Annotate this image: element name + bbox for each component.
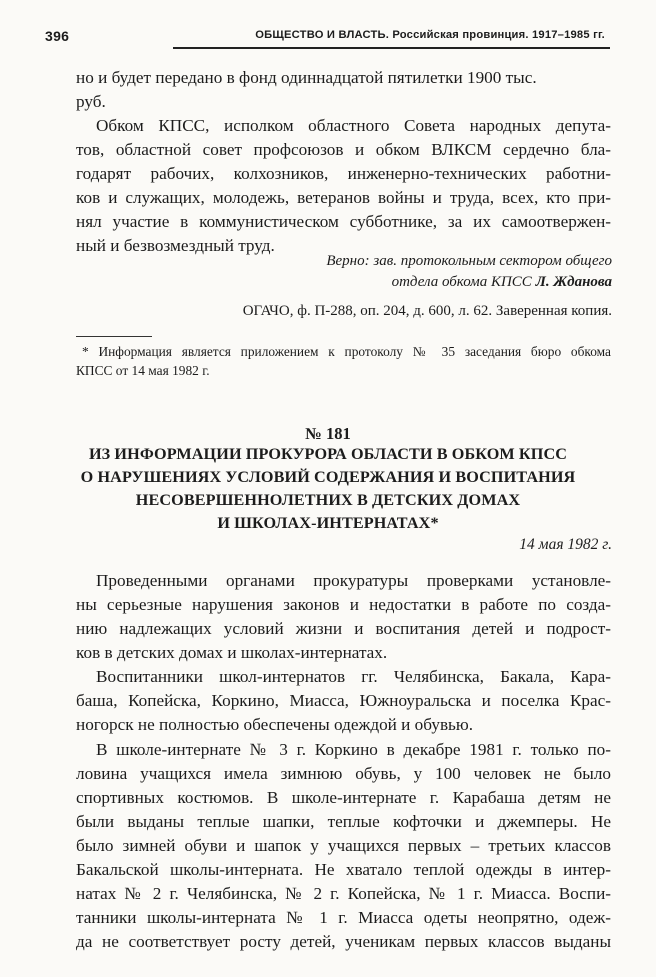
document-title-line: ИЗ ИНФОРМАЦИИ ПРОКУРОРА ОБЛАСТИ В ОБКОМ КПСС xyxy=(88,445,568,463)
body-line: нию надлежащих условий жизни и воспитания детей и подрост- xyxy=(76,619,611,638)
body-line: В школе-интернате № 3 г. Коркино в декабре 1981 г. только по- xyxy=(96,740,611,759)
body-line: спортивных костюмов. В школе-интернате г. Карабаша детям не xyxy=(76,788,611,807)
signature-line-2 xyxy=(392,271,612,293)
running-title: ОБЩЕСТВО И ВЛАСТЬ. Российская провинция. 1917–1985 гг. xyxy=(255,29,605,41)
document-date: 14 мая 1982 г. xyxy=(519,536,612,553)
body-line: натах № 2 г. Челябинска, № 2 г. Копейска, № 1 г. Миасса. Воспи- xyxy=(76,884,611,903)
signature-position: отдела обкома КПСС xyxy=(391,274,532,290)
signature-line-1: Верно: зав. протокольным сектором общего xyxy=(326,253,612,269)
intro-line: но и будет передано в фонд одиннадцатой пятилетки 1900 тыс. xyxy=(76,68,537,87)
body-line: ны серьезные нарушения законов и недостатки в работе по созда- xyxy=(76,595,611,614)
signature-name: Л. Жданова xyxy=(535,274,612,290)
intro-line: годарят рабочих, колхозников, инженерно-технических работни- xyxy=(76,164,611,183)
intro-line: ков и служащих, молодежь, ветеранов войны и труда, всех, кто при- xyxy=(76,188,611,207)
page-number: 396 xyxy=(45,28,70,44)
footnote-line: * Информация является приложением к протоколу № 35 заседания бюро обкома xyxy=(82,344,611,359)
intro-line: нял участие в коммунистическом субботнике, за их самоотвержен- xyxy=(76,212,611,231)
body-line: танники школы-интерната № 1 г. Миасса одеты неопрятно, одеж- xyxy=(76,908,611,927)
footnote-rule xyxy=(76,336,152,337)
body-line: были выданы теплые шапки, теплые кофточки и джемперы. Не xyxy=(76,812,611,831)
body-line: Проведенными органами прокуратуры проверками установле- xyxy=(96,571,611,590)
archive-reference: ОГАЧО, ф. П-288, оп. 204, д. 600, л. 62. Заверенная копия. xyxy=(242,303,612,319)
document-title-line: НЕСОВЕРШЕННОЛЕТНИХ В ДЕТСКИХ ДОМАХ xyxy=(135,491,521,509)
footnote-line: КПСС от 14 мая 1982 г. xyxy=(76,363,210,378)
body-line: было зимней обуви и шапок у учащихся первых – третьих классов xyxy=(76,836,611,855)
intro-line: ный и безвозмездный труд. xyxy=(76,236,275,255)
body-line: ков в детских домах и школах-интернатах. xyxy=(76,643,388,662)
intro-line: руб. xyxy=(76,92,106,111)
body-line: Воспитанники школ-интернатов гг. Челябинска, Бакала, Кара- xyxy=(96,667,611,686)
document-number: № 181 xyxy=(305,424,351,443)
document-title-line: О НАРУШЕНИЯХ УСЛОВИЙ СОДЕРЖАНИЯ И ВОСПИТАНИЯ xyxy=(80,468,576,486)
header-rule xyxy=(173,47,610,49)
body-line: баша, Копейска, Коркино, Миасса, Южноуральска и поселка Крас- xyxy=(76,691,611,710)
document-title-line: И ШКОЛАХ-ИНТЕРНАТАХ* xyxy=(217,514,439,532)
running-header xyxy=(45,24,610,46)
body-line: Бакальской школы-интерната. Не хватало теплой одежды в интер- xyxy=(76,860,611,879)
intro-line: Обком КПСС, исполком областного Совета народных депута- xyxy=(96,116,611,135)
intro-line: тов, областной совет профсоюзов и обком ВЛКСМ сердечно бла- xyxy=(76,140,611,159)
body-line: да не соответствует росту детей, ученикам первых классов выданы xyxy=(76,932,611,951)
body-line: ногорск не полностью обеспечены одеждой и обувью. xyxy=(76,715,474,734)
body-line: ловина учащихся имела зимнюю обувь, у 100 человек не было xyxy=(76,764,611,783)
